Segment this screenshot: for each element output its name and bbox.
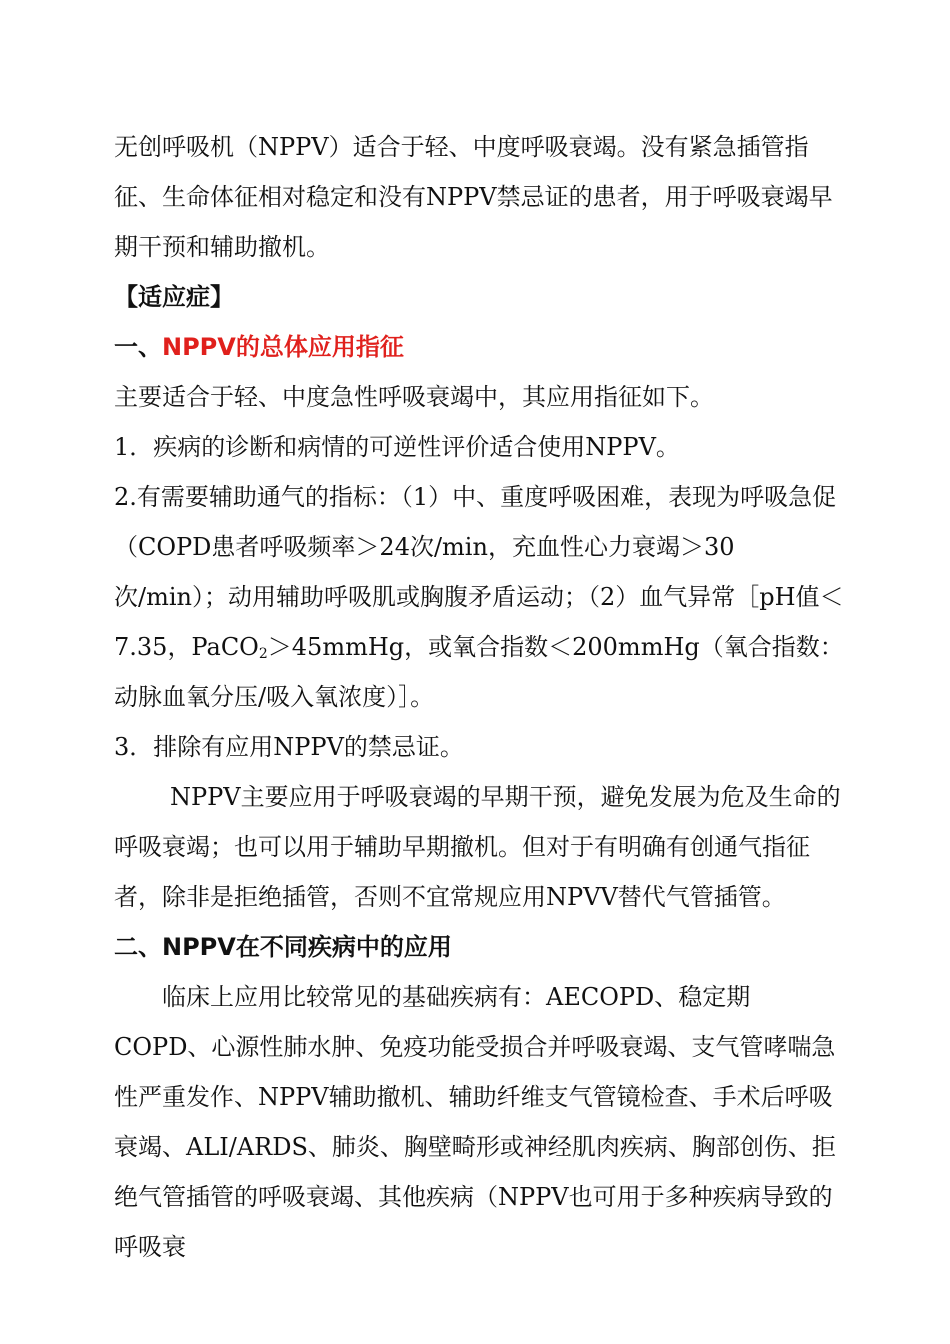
heading-1-prefix: 一、 <box>114 333 162 361</box>
heading-2-body: 临床上应用比较常见的基础疾病有：AECOPD、稳定期COPD、心源性肺水肿、免疫功能受损合并呼吸衰竭、支气管哮喘急性严重发作、NPPV辅助撤机、辅助纤维支气管镜检查、手术后呼吸衰竭、ALI/ARDS、肺炎、胸壁畸形或神经肌肉疾病、胸部创伤、拒绝气管插管的呼吸衰竭、其他疾病（NPPV也可用于多种疾病导致的呼吸衰 <box>114 983 836 1261</box>
document-page <box>114 122 846 1272</box>
heading-1-note: NPPV主要应用于呼吸衰竭的早期干预，避免发展为危及生命的呼吸衰竭；也可以用于辅助早期撤机。但对于有明确有创通气指征者，除非是拒绝插管，否则不宜常规应用NPVV替代气管插管。 <box>114 783 841 911</box>
heading-1 <box>114 322 846 372</box>
heading-2: 二、NPPV在不同疾病中的应用 <box>114 933 452 961</box>
list-item-2-text-b: ＞45mmHg，或氧合指数＜200mmHg（氧合指数：动脉血氧分压/吸入氧浓度）］。 <box>114 633 844 711</box>
list-item-2 <box>114 472 846 722</box>
list-item-1: 1．疾病的诊断和病情的可逆性评价适合使用NPPV。 <box>114 433 680 461</box>
intro-paragraph: 无创呼吸机（NPPV）适合于轻、中度呼吸衰竭。没有紧急插管指征、生命体征相对稳定和没有NPPV禁忌证的患者，用于呼吸衰竭早期干预和辅助撤机。 <box>114 133 833 261</box>
section-title: 【适应症】 <box>114 283 234 311</box>
subscript-2: 2 <box>258 646 268 662</box>
list-item-3: 3．排除有应用NPPV的禁忌证。 <box>114 733 464 761</box>
heading-1-text: NPPV的总体应用指征 <box>162 333 404 361</box>
list-item-2-text-a: 2.有需要辅助通气的指标：（1）中、重度呼吸困难，表现为呼吸急促（COPD患者呼吸频率＞24次/min，充血性心力衰竭＞30次/min）；动用辅助呼吸肌或胸腹矛盾运动；（2）血气异常［pH值＜7.35，PaCO <box>114 483 844 661</box>
heading-1-intro: 主要适合于轻、中度急性呼吸衰竭中，其应用指征如下。 <box>114 383 714 411</box>
